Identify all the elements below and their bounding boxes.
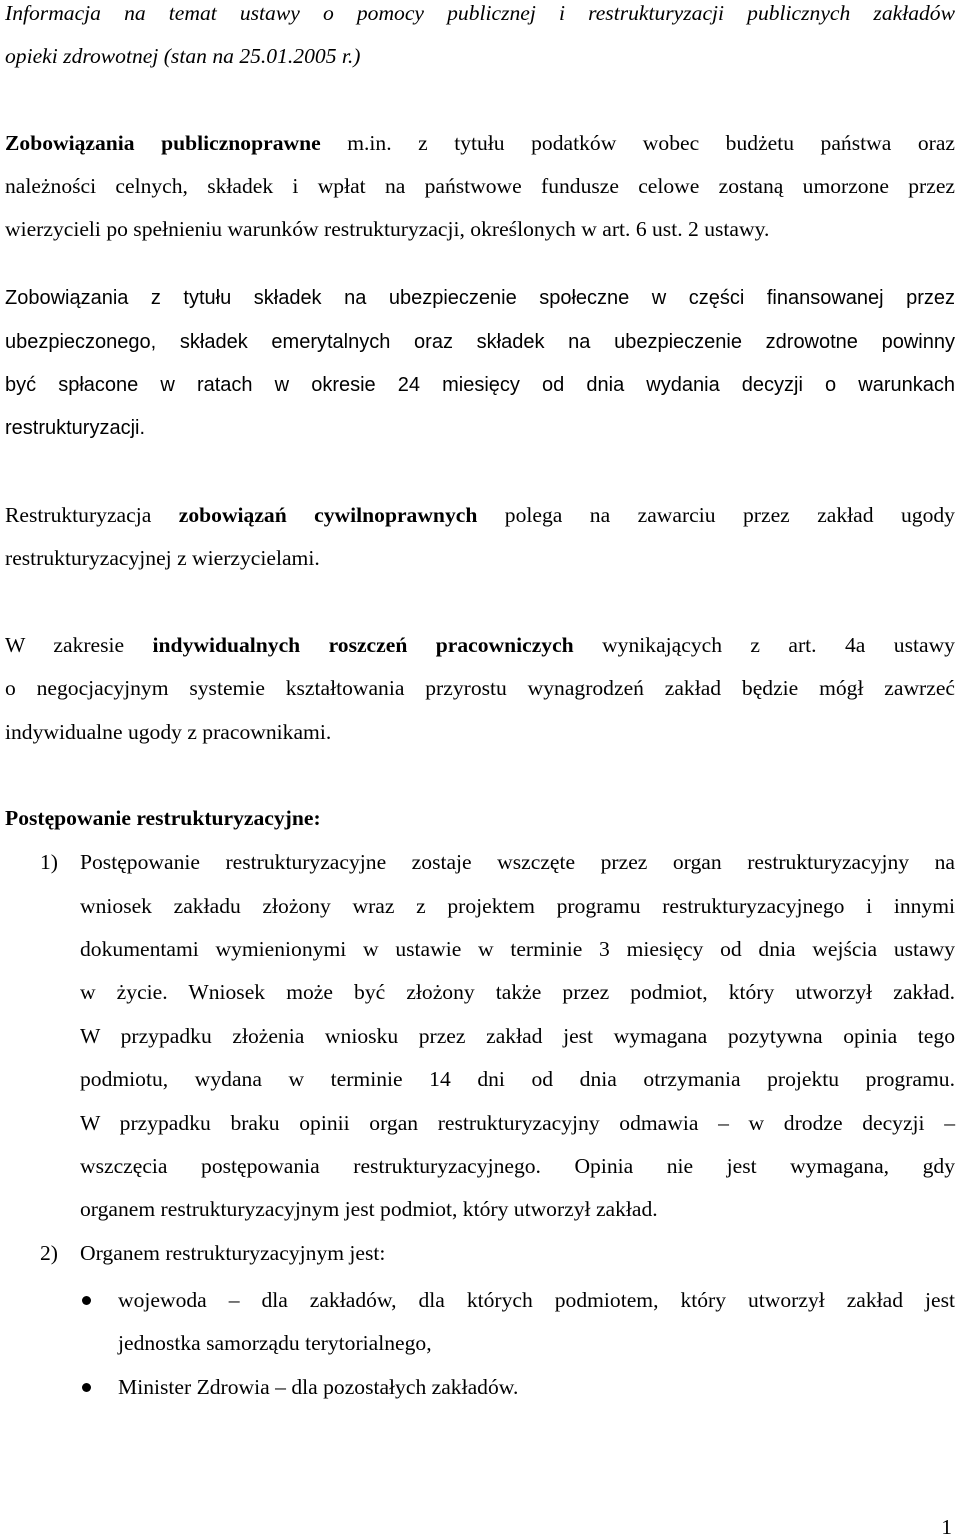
civil-law-obligations-lead: Restrukturyzacja	[5, 503, 179, 527]
list-item-1-line-4: w życie. Wniosek może być złożony także przez podmiot, który utworzył zakład.	[80, 980, 955, 1004]
public-law-obligations-line-2: należności celnych, składek i wpłat na państwowe fundusze celowe zostaną umorzone przez	[5, 174, 955, 198]
list-item-1-line-7: W przypadku braku opinii organ restrukturyzacyjny odmawia – w drodze decyzji –	[80, 1111, 955, 1135]
list-item-1-number: 1)	[40, 850, 58, 874]
list-item-2-text: Organem restrukturyzacyjnym jest:	[80, 1241, 386, 1265]
public-law-obligations-line-1-rest: m.in. z tytułu podatków wobec budżetu państwa oraz	[320, 131, 955, 155]
public-law-obligations-term: Zobowiązania publicznoprawne	[5, 131, 321, 155]
social-insurance-line-4: restrukturyzacji.	[5, 417, 146, 439]
list-item-1-line-1: Postępowanie restrukturyzacyjne zostaje wszczęte przez organ restrukturyzacyjny na	[80, 850, 955, 874]
public-law-obligations-line-3: wierzycieli po spełnieniu warunków restrukturyzacji, określonych w art. 6 ust. 2 ustawy.	[5, 217, 770, 241]
employee-claims-line-3: indywidualne ugody z pracownikami.	[5, 720, 332, 744]
list-item-1-line-8: wszczęcia postępowania restrukturyzacyjnego. Opinia nie jest wymagana, gdy	[80, 1154, 955, 1178]
bullet-icon	[82, 1296, 91, 1305]
civil-law-obligations-line-1	[5, 505, 955, 527]
list-item-1-line-5: W przypadku złożenia wniosku przez zakład jest wymagana pozytywna opinia tego	[80, 1024, 955, 1048]
list-item-2-number: 2)	[40, 1241, 58, 1265]
bullet-item-1-line-2: jednostka samorządu terytorialnego,	[118, 1331, 432, 1355]
employee-claims-line-2: o negocjacyjnym systemie kształtowania przyrostu wynagrodzeń zakład będzie mógł zawrzeć	[5, 676, 955, 700]
restructuring-procedure-heading: Postępowanie restrukturyzacyjne:	[5, 806, 321, 830]
employee-claims-lead: W zakresie	[5, 633, 153, 657]
employee-claims-line-1	[5, 635, 955, 657]
list-item-1-line-3: dokumentami wymienionymi w ustawie w terminie 3 miesięcy od dnia wejścia ustawy	[80, 937, 955, 961]
civil-law-obligations-term: zobowiązań cywilnoprawnych	[178, 503, 478, 527]
social-insurance-line-2: ubezpieczonego, składek emerytalnych oraz składek na ubezpieczenie zdrowotne powinny	[5, 331, 955, 353]
bullet-item-1-line-1: wojewoda – dla zakładów, dla których podmiotem, który utworzył zakład jest	[118, 1288, 955, 1312]
list-item-1-line-6: podmiotu, wydana w terminie 14 dni od dnia otrzymania projektu programu.	[80, 1067, 955, 1091]
social-insurance-line-1: Zobowiązania z tytułu składek na ubezpieczenie społeczne w części finansowanej przez	[5, 287, 955, 309]
page-number: 1	[941, 1515, 952, 1539]
bullet-item-2-line-1: Minister Zdrowia – dla pozostałych zakładów.	[118, 1375, 519, 1399]
employee-claims-term: indywidualnych roszczeń pracowniczych	[152, 633, 574, 657]
bullet-icon	[82, 1383, 91, 1392]
employee-claims-rest: wynikających z art. 4a ustawy	[573, 633, 955, 657]
document-title-line-2: opieki zdrowotnej (stan na 25.01.2005 r.)	[5, 44, 361, 68]
list-item-1-line-2: wniosek zakładu złożony wraz z projektem programu restrukturyzacyjnego i innymi	[80, 894, 955, 918]
list-item-1-line-9: organem restrukturyzacyjnym jest podmiot, który utworzył zakład.	[80, 1197, 658, 1221]
civil-law-obligations-rest: polega na zawarciu przez zakład ugody	[477, 503, 955, 527]
civil-law-obligations-line-2: restrukturyzacyjnej z wierzycielami.	[5, 546, 320, 570]
public-law-obligations-line-1	[5, 133, 955, 155]
document-title-line-1: Informacja na temat ustawy o pomocy publicznej i restrukturyzacji publicznych zakładów	[5, 1, 955, 25]
social-insurance-line-3: być spłacone w ratach w okresie 24 miesięcy od dnia wydania decyzji o warunkach	[5, 374, 955, 396]
